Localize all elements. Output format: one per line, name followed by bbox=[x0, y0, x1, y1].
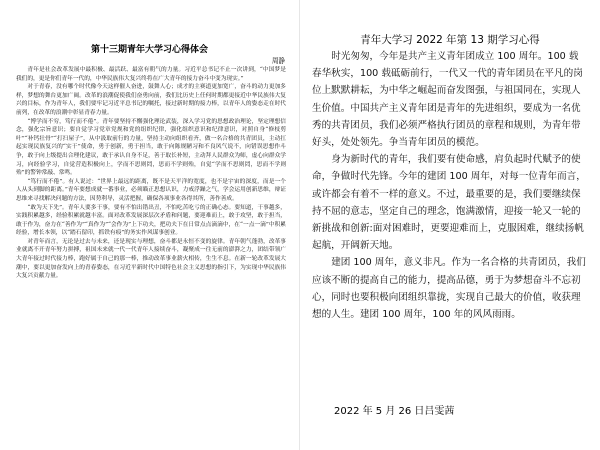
left-paragraph: “笃行而不倦”。有人说过：“世界上最远的距离，既不是天平洋的宽度，也不是宇宙的深度，而是一个人从头到脚的距离。”青年要想成就一番事业，必须瞄正思想认识，力戒浮躁之气，学会运用创新思维，辩证思维来寻找解决问题的方法，因势利导，灵活把握，确保各项事业各得其所，善作善成。 bbox=[16, 178, 286, 202]
right-paragraph: 时光匆匆，今年是共产主义青年团成立 100 周年。100 载春华秋实，100 载砥砺前行，一代又一代的青年团员在平凡的岗位上默默耕耘，为中华之崛起而奋发图强，与祖国同在，实现人生价值。中国共产主义青年团是青年的先进组织，要成为一名优秀的共青团员，我们必须严格执行团员的章程和规则，为青年带好头，处处领先。争当青年团员的模范。 bbox=[312, 51, 583, 149]
right-document-page bbox=[300, 0, 600, 450]
right-document-date-signature: 2022 年 5 月 26 日吕雯茜 bbox=[334, 406, 455, 417]
left-paragraph: “敢为天下先”。青年人要多干事，要有不怕出错出丑，不怕吃苦吃亏的正确心态。要知道，干事越多，实践积累越多，经验积累就越丰富。面对改革发展深层次矛盾和问题，要迎难而上，敢于攻坚，敢于担当，敢于作为，奋力在“善作为”“真作为”“会作为”上下功夫，把功夫下在日常点点滴滴中，在“一点一滴”中积累经验，增长本领，以“踏石留印，抓铁有痕”的务实作风谋事创业。 bbox=[16, 204, 286, 237]
left-document-page bbox=[0, 0, 299, 450]
right-document-title: 青年大学习 2022 年第 13 期学习心得 bbox=[360, 34, 540, 46]
left-paragraph: “博学而不穷，笃行而不倦”。青年要坚持不懈强化理论武装，深入学习党的思想政治理论，坚定理想信念，强化宗旨意识；要自觉学习党章党规和党的组织纪律，强化组织意识和纪律意识，对照自身“修枝剪叶”“补钙壮骨”“打扫屋子”，从中汲取前行的力量，坚持主动向组织看齐，做一名合格的共青团员，主动扛起实现民族复兴的“实干”使命，勇于创新，勇于担当，敢于向陈规陋习和不良风气说不，向错误思想作斗争，敢于向上级提出合理化建议，敢于承认自身不足，善于取长补短，主动拜人民群众为师，虚心向群众学习，向经验学习，自觉营造积极向上，学而不思则罔，思而不学则殆，自觉“学而不思则罔，思而不学则殆”的警钟常敲、常鸣。 bbox=[16, 118, 286, 177]
left-paragraph: 青年是社会改革发展中最积极、最活跃、最富有朝气的力量。习近平总书记不止一次讲到，“中国梦是我们的，更是你们青年一代的，中华民族伟大复兴终将在广大青年的接力奋斗中变为现实。” bbox=[16, 67, 286, 82]
left-document-title: 第十三期青年大学习心得体会 bbox=[90, 45, 208, 55]
left-document-body bbox=[16, 66, 286, 281]
right-paragraph: 身为新时代的青年，我们要有使命感，肩负起时代赋予的使命，争做时代先锋。今年的建团 100 周年，对每一位青年而言，或许都会有着不一样的意义。不过，最重要的是，我们要继续保持不屈的意志，坚定自己的理念，饱满激情，迎接一轮又一轮的新挑战和创新:面对困难时，更要迎难而上，克服困难，继续扬帆起航，开阔新天地。 bbox=[312, 154, 586, 252]
left-paragraph: 对于青春，没有哪个时代像今天这样催人奋进，鼓舞人心；成才的主赛道更加宽广，奋斗的动力更加多样，梦想的舞台更加广阔。改革的浪潮促使我们奋勇向前，我们比历史上任何时期都更接近中华民族伟大复兴的目标，作为青年人，我们要牢记习近平总书记的嘱托，接过新时期的接力棒，以青年人的姿态走在时代前列，在改革的浪潮中彰显青春力量。 bbox=[16, 84, 286, 116]
right-paragraph: 建团 100 周年，意义非凡。作为一名合格的共青团员，我们应该不断的提高自己的能力，提高品德，勇于为梦想奋斗不忘初心，同时也要积极向团组织靠拢，实现自己最大的价值，收获理想的人生。建团 100 周年，100 年的风风雨雨。 bbox=[312, 257, 586, 321]
left-document-author: 周静 bbox=[271, 57, 285, 65]
right-document-body bbox=[312, 48, 588, 323]
left-paragraph: 对青年而言，无论是过去与未来，还是现实与理想，奋斗都是永恒不变的旋律。青年朝气蓬勃，改革事业就离不开青年努力拼搏，祖国未来就一代一代青年人接续奋斗，凝聚成一往无前的澎湃之力，团结带领广大青年接过时代接力棒，跑好属于自己的那一棒，推动改革事业薪火相传，生生不息。在新一轮改革发展大潮中，要以更加奋发向上的青春姿态，在习近平新时代中国特色社会主义思想的指引下，为实现中华民族伟大复兴贡献力量。 bbox=[16, 238, 286, 280]
